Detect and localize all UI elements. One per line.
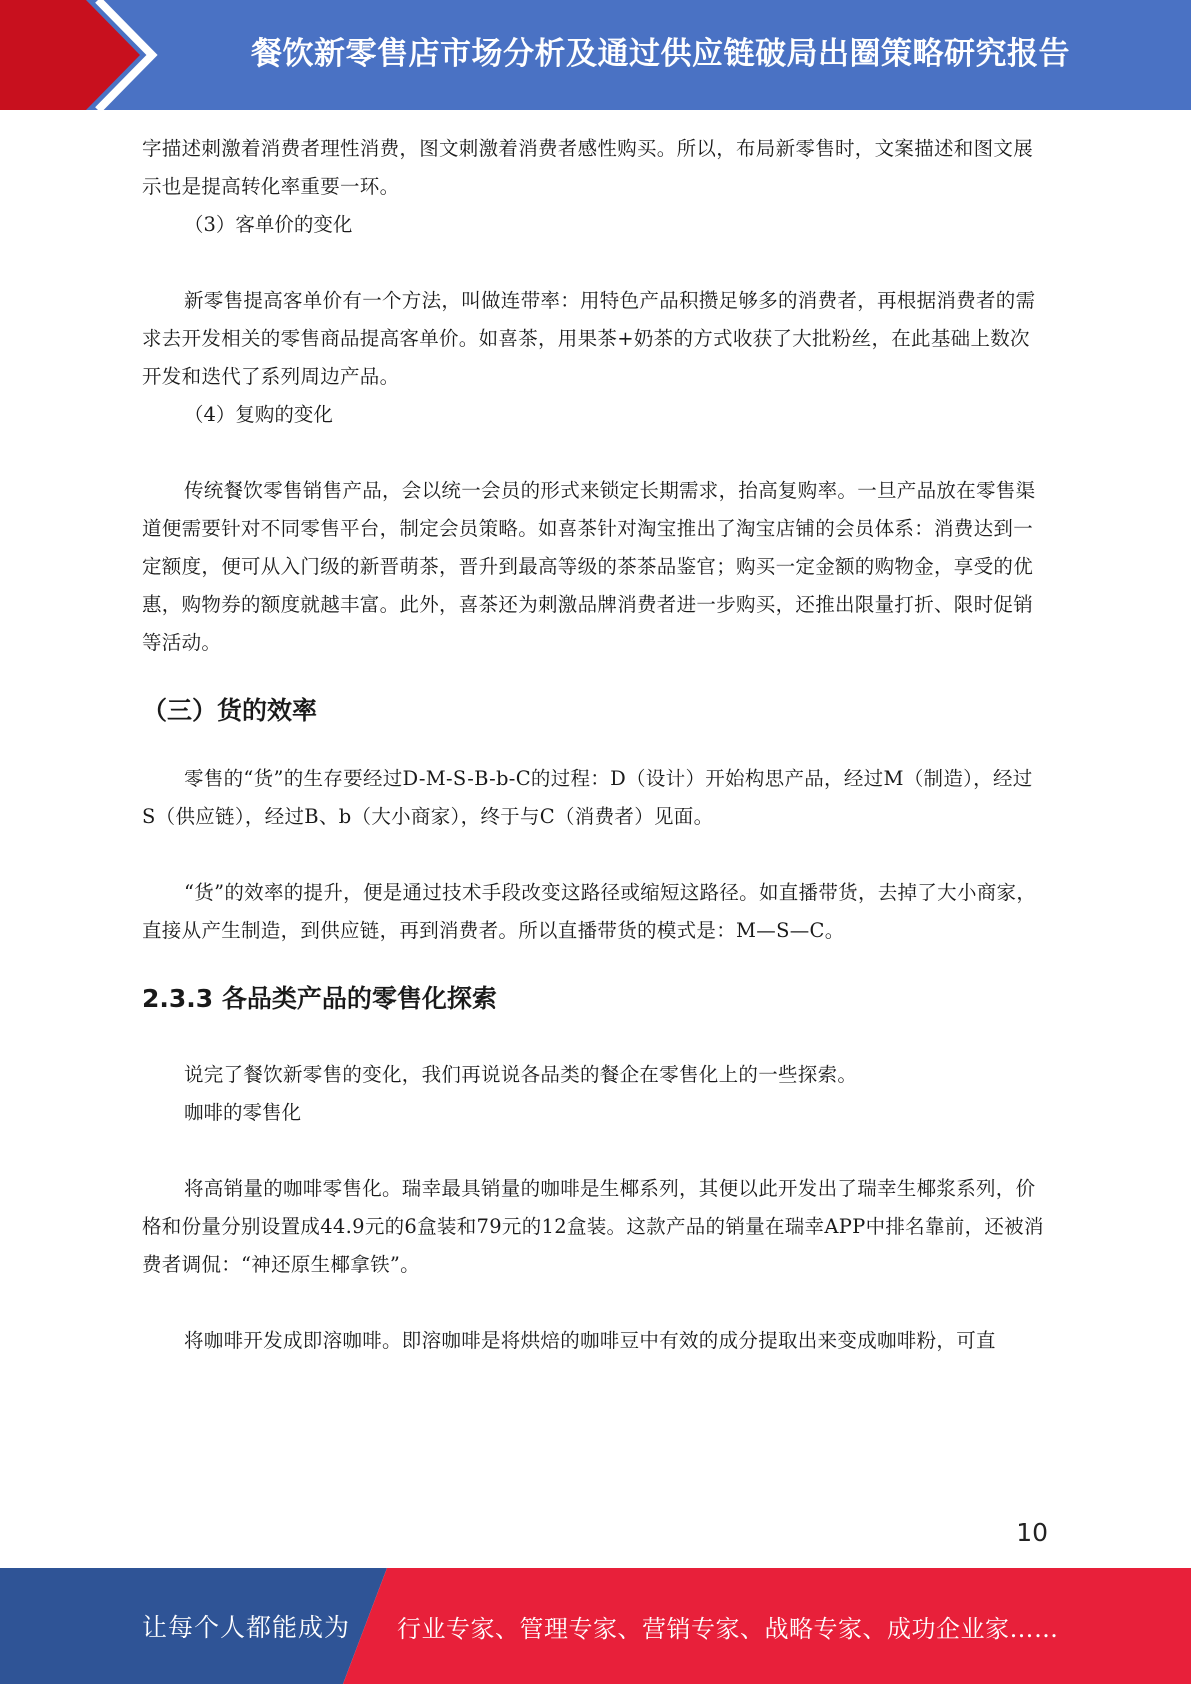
header-title: 餐饮新零售店市场分析及通过供应链破局出圈策略研究报告 (251, 35, 1070, 72)
paragraph-text-vs-image: 字描述刺激着消费者理性消费，图文刺激着消费者感性购买。所以，布局新零售时，文案描述和图文展示也是提高转化率重要一环。 (142, 137, 1034, 198)
page-header (0, 0, 1191, 110)
paragraph-goods-chain: 零售的“货”的生存要经过D-M-S-B-b-C的过程：D（设计）开始构思产品，经过M（制造），经过S（供应链），经过B、b（大小商家），终于与C（消费者）见面。 (142, 767, 1033, 828)
document-body (142, 130, 1046, 1360)
subheading-unit-price: （3）客单价的变化 (184, 213, 353, 236)
subheading-coffee-retail: 咖啡的零售化 (184, 1101, 302, 1124)
paragraph-intro-retail: 说完了餐饮新零售的变化，我们再说说各品类的餐企在零售化上的一些探索。 (184, 1063, 858, 1086)
paragraph-instant-coffee: 将咖啡开发成即溶咖啡。即溶咖啡是将烘焙的咖啡豆中有效的成分提取出来变成咖啡粉，可直 (184, 1329, 996, 1352)
paragraph-coffee-retail: 将高销量的咖啡零售化。瑞幸最具销量的咖啡是生椰系列，其便以此开发出了瑞幸生椰浆系列，价格和份量分别设置成44.9元的6盒装和79元的12盒装。这款产品的销量在瑞幸APP中排名靠前，还被消费者调侃：“神还原生椰拿铁”。 (142, 1177, 1044, 1276)
page-footer (0, 1568, 1191, 1684)
page-number: 10 (1016, 1518, 1048, 1547)
subheading-repurchase: （4）复购的变化 (184, 403, 333, 426)
footer-slogan-right: 行业专家、管理专家、营销专家、战略专家、成功企业家…… (397, 1614, 1059, 1643)
paragraph-goods-efficiency: “货”的效率的提升，便是通过技术手段改变这路径或缩短这路径。如直播带货，去掉了大小商家，直接从产生制造，到供应链，再到消费者。所以直播带货的模式是：M—S—C。 (142, 881, 1037, 942)
section-heading-goods-efficiency: （三）货的效率 (142, 696, 318, 725)
footer-slogan-left: 让每个人都能成为 (142, 1613, 351, 1642)
section-heading-2-3-3: 2.3.3 各品类产品的零售化探索 (142, 984, 497, 1013)
paragraph-unit-price: 新零售提高客单价有一个方法，叫做连带率：用特色产品积攒足够多的消费者，再根据消费者的需求去开发相关的零售商品提高客单价。如喜茶，用果茶+奶茶的方式收获了大批粉丝，在此基础上数次开发和迭代了系列周边产品。 (142, 289, 1036, 388)
paragraph-repurchase: 传统餐饮零售销售产品，会以统一会员的形式来锁定长期需求，抬高复购率。一旦产品放在零售渠道便需要针对不同零售平台，制定会员策略。如喜茶针对淘宝推出了淘宝店铺的会员体系：消费达到一定额度，便可从入门级的新晋萌茶，晋升到最高等级的茶茶品鉴官；购买一定金额的购物金，享受的优惠，购物券的额度就越丰富。此外，喜茶还为刺激品牌消费者进一步购买，还推出限量打折、限时促销等活动。 (142, 479, 1036, 654)
